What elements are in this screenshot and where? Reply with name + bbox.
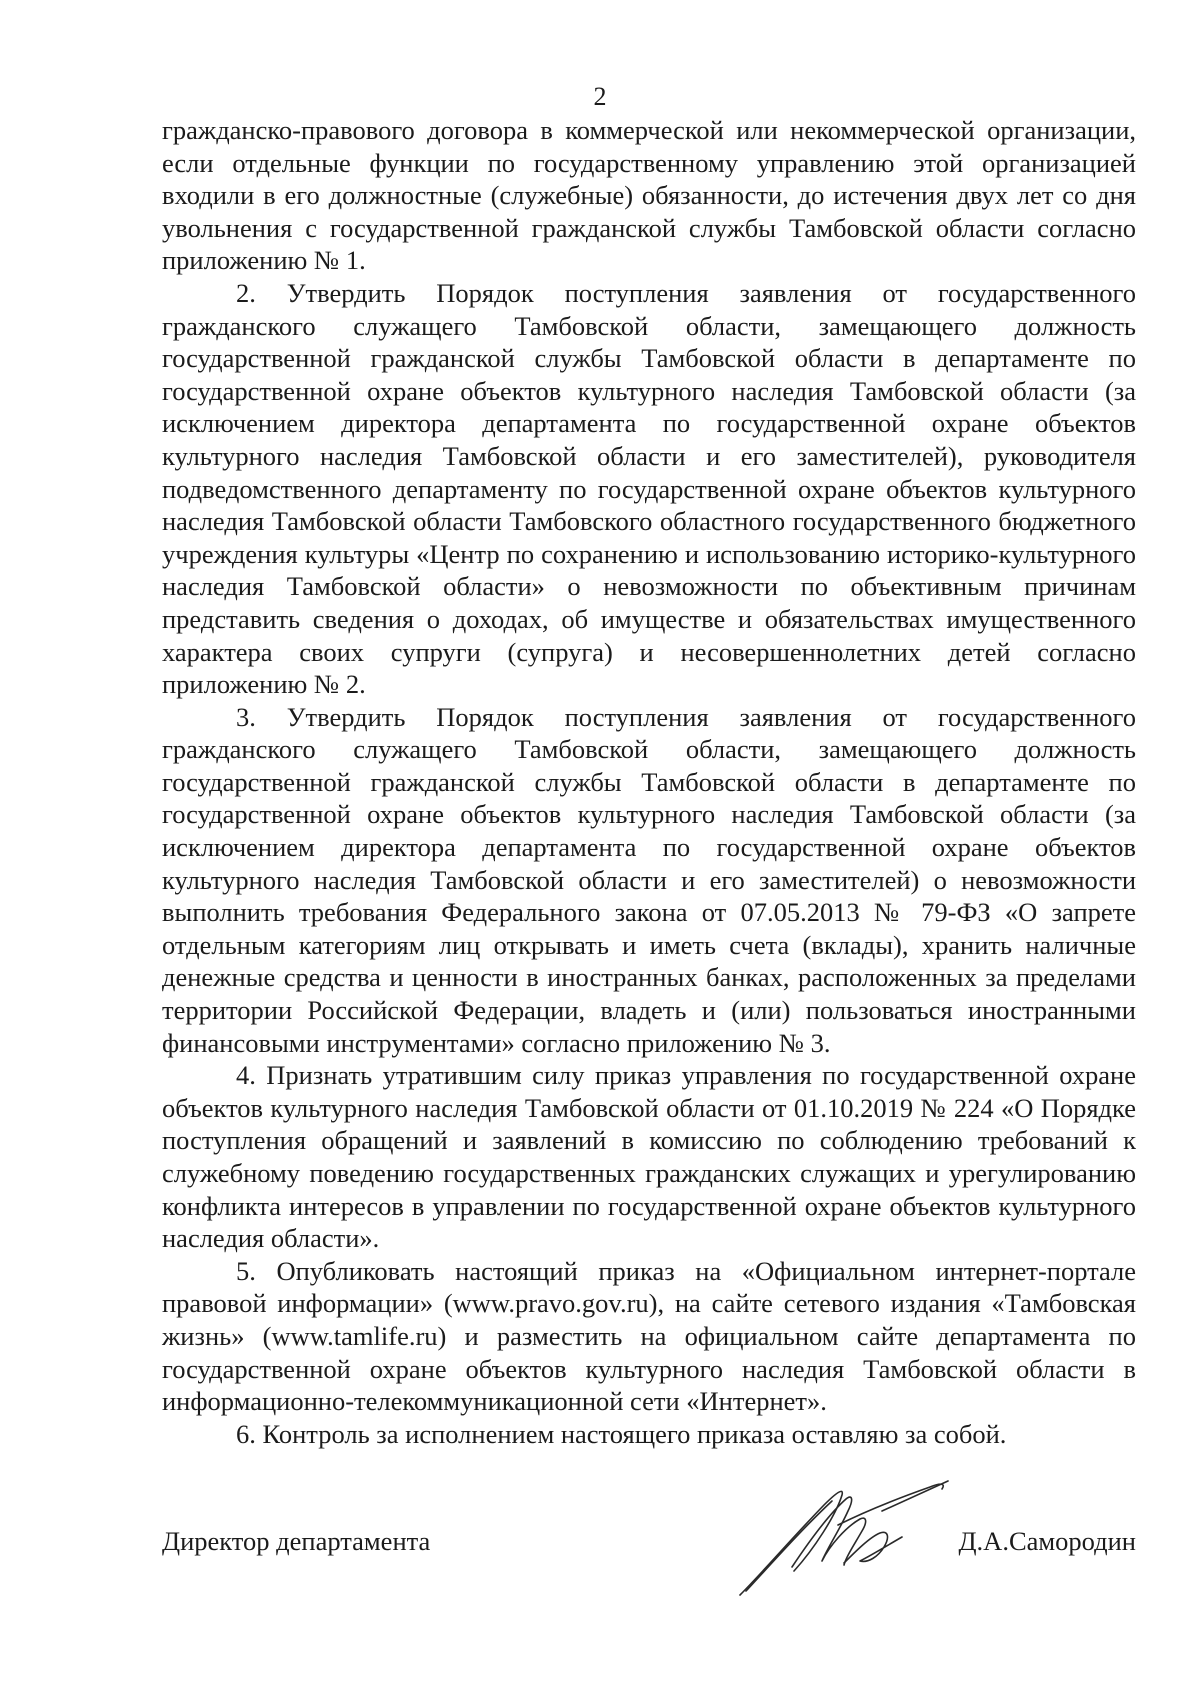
signature-stroke xyxy=(882,1481,948,1511)
signer-name: Д.А.Самородин xyxy=(958,1526,1136,1556)
paragraph-continuation: гражданско-правового договора в коммерческой или некоммерческой организации, если отдельные функции по государственному управлению этой организацией входили в его должностные (служебные) обязанности, до истечения двух лет со дня увольнения с государственной гражданской службы Тамбовской области согласно приложению № 1. xyxy=(162,115,1136,276)
paragraph-item-4: 4. Признать утратившим силу приказ управления по государственной охране объектов культурного наследия Тамбовской области от 01.10.2019 № 224 «О Порядке поступления обращений и заявлений в комиссию по соблюдению требований к служебному поведению государственных гражданских служащих и урегулированию конфликта интересов в управлении по государственной охране объектов культурного наследия области». xyxy=(162,1060,1136,1254)
paragraph-item-3: 3. Утвердить Порядок поступления заявления от государственного гражданского служащего Тамбовской области, замещающего должность государственной гражданской службы Тамбовской области в департаменте по государственной охране объектов культурного наследия Тамбовской области (за исключением директора департамента по государственной охране объектов культурного наследия Тамбовской области и его заместителей) о невозможности выполнить требования Федерального закона от 07.05.2013 № 79-ФЗ «О запрете отдельным категориям лиц открывать и иметь счета (вклады), хранить наличные денежные средства и ценности в иностранных банках, расположенных за пределами территории Российской Федерации, владеть и (или) пользоваться иностранными финансовыми инструментами» согласно приложению № 3. xyxy=(162,701,1136,1058)
signature-stroke xyxy=(746,1501,832,1591)
paragraph-item-5: 5. Опубликовать настоящий приказ на «Официальном интернет-портале правовой информации» (www.pravo.gov.ru), на сайте сетевого издания «Тамбовская жизнь» (www.tamlife.ru) и разместить на официальном сайте департамента по государственной охране объектов культурного наследия Тамбовской области в информационно-телекоммуникационной сети «Интернет». xyxy=(162,1255,1136,1417)
document-body xyxy=(162,114,1136,1450)
paragraph-item-2: 2. Утвердить Порядок поступления заявления от государственного гражданского служащего Тамбовской области, замещающего должность государственной гражданской службы Тамбовской области в департаменте по государственной охране объектов культурного наследия Тамбовской области (за исключением директора департамента по государственной охране объектов культурного наследия Тамбовской области и его заместителей), руководителя подведомственного департаменту по государственной охране объектов культурного наследия Тамбовской области Тамбовского областного государственного бюджетного учреждения культуры «Центр по сохранению и использованию историко-культурного наследия Тамбовской области» о невозможности по объективным причинам представить сведения о доходах, об имуществе и обязательствах имущественного характера своих супруги (супруга) и несовершеннолетних детей согласно приложению № 2. xyxy=(162,277,1136,700)
signer-position: Директор департамента xyxy=(162,1526,431,1556)
signature-stroke xyxy=(792,1497,866,1567)
paragraph-item-6: 6. Контроль за исполнением настоящего приказа оставляю за собой. xyxy=(236,1418,1007,1449)
page-number: 2 xyxy=(593,82,607,111)
signature-block xyxy=(162,1525,1136,1565)
handwritten-signature xyxy=(732,1463,952,1603)
